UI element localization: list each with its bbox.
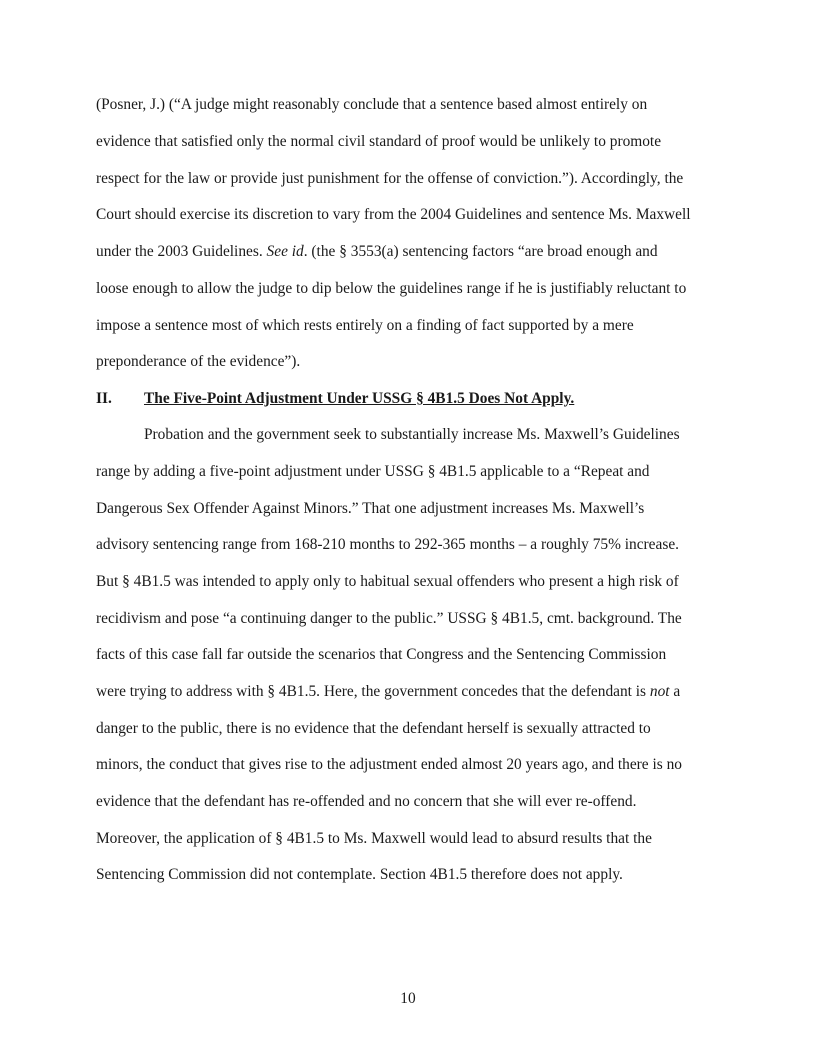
text-line <box>96 243 658 261</box>
page-number: 10 <box>400 990 416 1007</box>
text-span: under the 2003 Guidelines. <box>96 243 267 260</box>
section-number: II. <box>96 390 112 407</box>
text-line: recidivism and pose “a continuing danger to the public.” USSG § 4B1.5, cmt. background. The <box>96 610 682 627</box>
text-span: were trying to address with § 4B1.5. Here, the government concedes that the defendant is <box>96 683 650 700</box>
text-line <box>96 683 680 701</box>
section-title: The Five-Point Adjustment Under USSG § 4B1.5 Does Not Apply. <box>144 390 575 407</box>
text-line: facts of this case fall far outside the scenarios that Congress and the Sentencing Commission <box>96 646 667 663</box>
text-line: Probation and the government seek to substantially increase Ms. Maxwell’s Guidelines <box>144 426 680 443</box>
text-line: minors, the conduct that gives rise to the adjustment ended almost 20 years ago, and there is no <box>96 756 682 773</box>
text-line: (Posner, J.) (“A judge might reasonably conclude that a sentence based almost entirely on <box>96 96 648 113</box>
citation-signal: See id <box>266 243 304 260</box>
text-line: Moreover, the application of § 4B1.5 to Ms. Maxwell would lead to absurd results that the <box>96 830 652 847</box>
text-line: Dangerous Sex Offender Against Minors.” That one adjustment increases Ms. Maxwell’s <box>96 500 645 517</box>
text-line: range by adding a five-point adjustment under USSG § 4B1.5 applicable to a “Repeat and <box>96 463 650 480</box>
text-line: But § 4B1.5 was intended to apply only to habitual sexual offenders who present a high risk of <box>96 573 679 590</box>
text-line: preponderance of the evidence”). <box>96 353 301 370</box>
text-line: Sentencing Commission did not contemplate. Section 4B1.5 therefore does not apply. <box>96 866 623 883</box>
text-line: Court should exercise its discretion to vary from the 2004 Guidelines and sentence Ms. Maxwell <box>96 206 691 223</box>
text-line: respect for the law or provide just punishment for the offense of conviction.”). Accordingly, the <box>96 170 684 187</box>
text-line: impose a sentence most of which rests entirely on a finding of fact supported by a mere <box>96 317 634 334</box>
emphasis: not <box>649 683 670 700</box>
text-line: advisory sentencing range from 168-210 months to 292-365 months – a roughly 75% increase. <box>96 536 680 553</box>
text-line: danger to the public, there is no evidence that the defendant herself is sexually attracted to <box>96 720 651 737</box>
section-heading <box>96 390 574 408</box>
text-line: evidence that the defendant has re-offended and no concern that she will ever re-offend. <box>96 793 637 810</box>
text-span: a <box>669 683 681 700</box>
text-span: . (the § 3553(a) sentencing factors “are broad enough and <box>303 243 658 260</box>
text-line: loose enough to allow the judge to dip below the guidelines range if he is justifiably reluctant to <box>96 280 687 297</box>
text-line: evidence that satisfied only the normal civil standard of proof would be unlikely to promote <box>96 133 662 150</box>
